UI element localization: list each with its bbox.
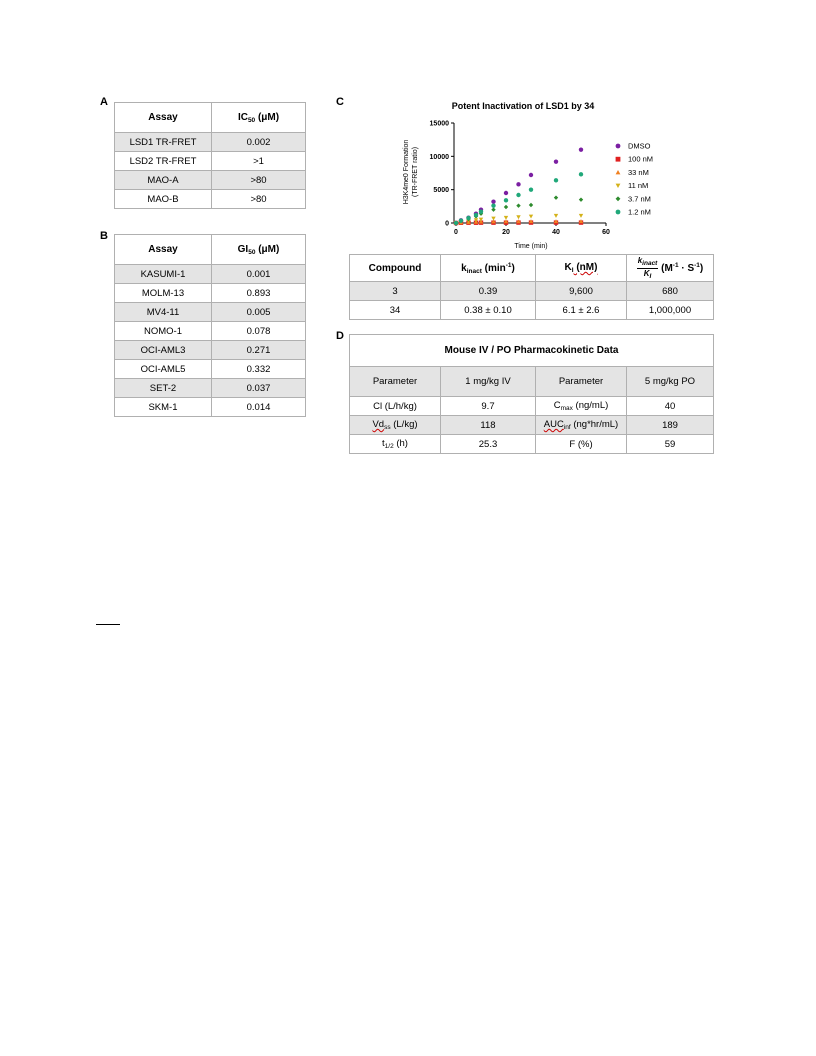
legend-label: DMSO [628, 141, 651, 151]
table-cell: KASUMI-1 [115, 265, 212, 284]
panel-label-c: C [336, 96, 344, 108]
table-cell: OCI-AML3 [115, 341, 212, 360]
table-cell: 3 [350, 282, 441, 301]
legend-label: 11 nM [628, 181, 649, 191]
data-point [554, 214, 558, 218]
data-point [529, 203, 533, 207]
table-a-header-ic50: $IC_{50}$ (μM) [212, 103, 306, 133]
legend-marker [616, 184, 621, 188]
table-row [115, 190, 306, 209]
y-tick-label: 15000 [429, 120, 449, 128]
data-point [579, 172, 583, 176]
legend-label: 33 nM [628, 167, 649, 177]
table-c-header-ratio: $\frac{k_{inact}}{K_I}$ $(M^{-1} \cdot S^{-1})$ [627, 255, 714, 282]
table-cell: 0.014 [212, 398, 306, 417]
table-c-header-compound: Compound [350, 255, 441, 282]
table-cell: 0.001 [212, 265, 306, 284]
table-cell: MAO-A [115, 171, 212, 190]
data-point [466, 216, 470, 220]
table-cell: LSD1 TR-FRET [115, 133, 212, 152]
data-point [554, 195, 558, 199]
table-cell: $t_{1/2}$ (h) [350, 435, 441, 454]
table-cell: Cl (L/h/kg) [350, 397, 441, 416]
table-cell: 0.893 [212, 284, 306, 303]
table-cell: 1,000,000 [627, 301, 714, 320]
data-point [516, 203, 520, 207]
table-row [350, 301, 714, 320]
kinact-over-ki-fraction: $\frac{k_{inact}}{K_I}$ [637, 255, 658, 280]
table-cell: 25.3 [441, 435, 536, 454]
chart-marks [454, 147, 583, 225]
table-cell: 0.39 [441, 282, 536, 301]
table-row [350, 435, 714, 454]
table-row [115, 322, 306, 341]
legend-marker [616, 196, 621, 201]
panel-label-b: B [100, 230, 108, 242]
chart-axes [430, 121, 610, 237]
data-point [491, 217, 495, 221]
data-point [454, 221, 458, 225]
table-cell: 189 [627, 416, 714, 435]
table-cell: SKM-1 [115, 398, 212, 417]
footnote-separator [96, 624, 120, 625]
table-row [115, 398, 306, 417]
table-cell: >80 [212, 190, 306, 209]
table-cell: 0.38 ± 0.10 [441, 301, 536, 320]
data-point [516, 193, 520, 197]
x-tick-label: 40 [552, 229, 560, 236]
chart-ylabel-line1: H3K4me0 Formation [403, 139, 410, 205]
table-b-header-assay: Assay [115, 235, 212, 265]
data-point [529, 187, 533, 191]
table-d-header-iv: 1 mg/kg IV [441, 367, 536, 397]
table-row [115, 265, 306, 284]
table-row [115, 133, 306, 152]
data-point [554, 159, 558, 163]
data-point [579, 147, 583, 151]
table-cell: 680 [627, 282, 714, 301]
table-row [350, 367, 714, 397]
data-point [491, 203, 495, 207]
table-cell: 9,600 [536, 282, 627, 301]
legend-label: 3.7 nM [628, 194, 651, 204]
x-tick-label: 0 [454, 229, 458, 236]
table-cell: $C_{max}$ (ng/mL) [536, 397, 627, 416]
table-b-header-gi50: $GI_{50}$ (μM) [212, 235, 306, 265]
chart-xlabel: Time (min) [514, 243, 548, 250]
data-point [579, 197, 583, 201]
table-cell: 40 [627, 397, 714, 416]
series-dmso [454, 147, 583, 225]
lsd1-inactivation-chart [392, 95, 692, 253]
chart-legend [616, 142, 653, 217]
table-cell: MAO-B [115, 190, 212, 209]
table-d-pharmacokinetics [349, 334, 714, 454]
table-cell: 0.271 [212, 341, 306, 360]
data-point [459, 218, 463, 222]
panel-label-d: D [336, 330, 344, 342]
table-cell: 6.1 ± 2.6 [536, 301, 627, 320]
table-c-header-kinact: $k_{inact}$ $(\min^{-1})$ [441, 255, 536, 282]
panel-label-a: A [100, 96, 108, 108]
table-cell: F (%) [536, 435, 627, 454]
table-a-ic50 [114, 102, 306, 209]
table-cell: 0.002 [212, 133, 306, 152]
data-point [504, 216, 508, 220]
legend-marker [616, 170, 621, 174]
data-point [516, 182, 520, 186]
data-point [479, 209, 483, 213]
chart-ylabel-line2: (TR-FRET ratio) [412, 146, 419, 198]
legend-label: 100 nM [628, 154, 654, 164]
table-c-header-ki: $K_I$ (nM) [536, 255, 627, 282]
data-point [516, 215, 520, 219]
table-row [115, 379, 306, 398]
data-point [504, 198, 508, 202]
table-cell: 0.005 [212, 303, 306, 322]
table-d-title: Mouse IV / PO Pharmacokinetic Data [350, 335, 714, 367]
data-point [504, 191, 508, 195]
table-cell: MV4-11 [115, 303, 212, 322]
table-cell: 0.332 [212, 360, 306, 379]
y-tick-label: 5000 [433, 187, 449, 195]
data-point [491, 199, 495, 203]
data-point [554, 178, 558, 182]
table-row [115, 152, 306, 171]
table-row [115, 171, 306, 190]
table-cell: 34 [350, 301, 441, 320]
table-cell: 9.7 [441, 397, 536, 416]
table-cell: NOMO-1 [115, 322, 212, 341]
table-cell: $AUC_{inf}$ (ng*hr/mL) [536, 416, 627, 435]
table-cell: MOLM-13 [115, 284, 212, 303]
data-point [504, 205, 508, 209]
table-cell: LSD2 TR-FRET [115, 152, 212, 171]
table-row [115, 341, 306, 360]
table-d-header-parameter: Parameter [536, 367, 627, 397]
data-point [529, 215, 533, 219]
table-d-header-po: 5 mg/kg PO [627, 367, 714, 397]
chart-title: Potent Inactivation of LSD1 by 34 [451, 101, 595, 111]
table-row [350, 282, 714, 301]
table-row [350, 416, 714, 435]
table-cell: >80 [212, 171, 306, 190]
data-point [491, 207, 495, 211]
x-tick-label: 60 [602, 229, 610, 236]
table-row [350, 397, 714, 416]
table-b-gi50 [114, 234, 306, 417]
table-row [115, 303, 306, 322]
table-row [115, 284, 306, 303]
table-row [115, 360, 306, 379]
table-d-header-parameter: Parameter [350, 367, 441, 397]
data-point [579, 214, 583, 218]
table-cell: 118 [441, 416, 536, 435]
legend-marker [616, 210, 621, 215]
legend-marker [616, 157, 621, 162]
table-cell: 0.037 [212, 379, 306, 398]
y-tick-label: 0 [445, 220, 449, 228]
table-cell: >1 [212, 152, 306, 171]
table-cell: OCI-AML5 [115, 360, 212, 379]
legend-marker [616, 144, 621, 149]
data-point [474, 213, 478, 217]
table-c-kinetics [349, 254, 714, 320]
table-a-header-assay: Assay [115, 103, 212, 133]
x-tick-label: 20 [502, 229, 510, 236]
table-cell: 59 [627, 435, 714, 454]
table-cell: $Vd_{ss}$ (L/kg) [350, 416, 441, 435]
table-cell: SET-2 [115, 379, 212, 398]
data-point [529, 173, 533, 177]
legend-label: 1.2 nM [628, 207, 651, 217]
y-tick-label: 10000 [429, 153, 449, 161]
table-cell: 0.078 [212, 322, 306, 341]
